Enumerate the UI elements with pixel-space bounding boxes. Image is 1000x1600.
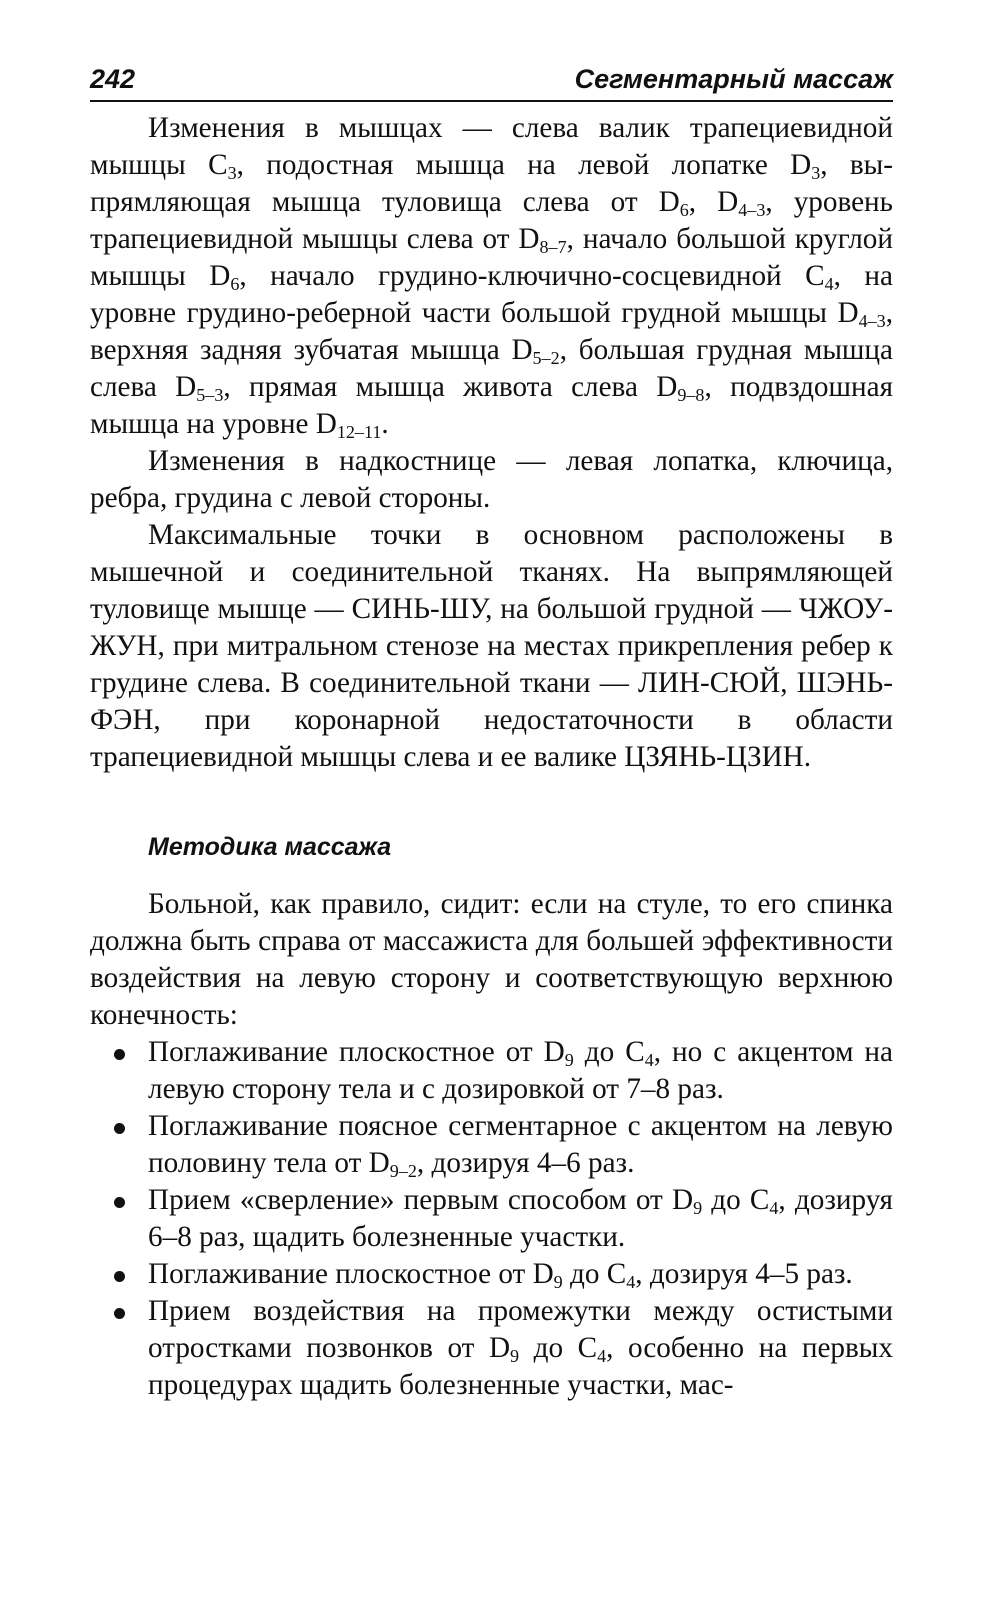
subscript: 4 (597, 1346, 607, 1367)
subscript: 9–2 (389, 1161, 417, 1182)
text-run: , выпрямляющая мышца туловища слева от D (90, 149, 893, 218)
text-run: Поглаживание плоскостное от D (148, 1036, 565, 1068)
bullet-icon (114, 1271, 125, 1282)
text-run: , дозируя 4–6 раз. (416, 1147, 635, 1179)
text-run: , на уровне грудино-реберной части большой грудной мышцы D (90, 260, 893, 329)
subscript: 4 (644, 1050, 654, 1071)
paragraph-max-points: Максимальные точки в основном расположены в мышечной и соединительной тканях. На выпрямляющей туловище мышце — СИНЬ-ШУ, на большой грудной — ЧЖОУ-ЖУН, при митральном стенозе на местах прикрепления ребер к грудине слева. В соединительной ткани — ЛИН-СЮЙ, ШЭНЬ-ФЭН, при коронарной недостаточности в области трапециевидной мышцы слева и ее валике ЦЗЯНЬ-ЦЗИН. (90, 519, 893, 773)
running-title: Сегментарный массаж (574, 64, 893, 94)
subscript: 4 (824, 274, 834, 295)
text-run: до С (573, 1036, 645, 1068)
text-run: , начало грудино-ключично-сосцевидной С (239, 260, 825, 292)
page-body (90, 110, 893, 1404)
text-run: Поглаживание плоскостное от D (148, 1258, 554, 1290)
text-run: , начало большой круглой мышцы D (90, 223, 893, 292)
bullet-icon (114, 1197, 125, 1208)
text-run: , уровень трапециевидной мышцы слева от D (90, 186, 893, 255)
text-run: , верхняя задняя зубчатая мышца D (90, 297, 893, 366)
paragraph-muscle-changes (90, 110, 893, 443)
paragraph-periosteum: Изменения в надкостнице — левая лопатка, ключица, ребра, грудина с левой стороны. (90, 445, 893, 514)
text-run: , D (688, 186, 739, 218)
text-run: , особенно на первых процедурах щадить болезненные участки, мас- (148, 1332, 893, 1401)
bullet-icon (114, 1123, 125, 1134)
subscript: 5–2 (532, 348, 560, 369)
subscript: 9 (693, 1198, 703, 1219)
subscript: 9–8 (677, 385, 705, 406)
bullet-icon (114, 1049, 125, 1060)
subscript: 9 (564, 1050, 574, 1071)
technique-list (90, 1034, 893, 1404)
list-item (90, 1182, 893, 1256)
subscript: 9 (553, 1272, 563, 1293)
text-run: , подостная мышца на левой лопатке D (236, 149, 812, 181)
list-item (90, 1108, 893, 1182)
text-run: Прием «сверление» первым способом от D (148, 1184, 694, 1216)
subscript: 4 (626, 1272, 636, 1293)
section-heading: Методика массажа (148, 833, 392, 861)
list-item (90, 1293, 893, 1404)
text-run: , дозируя 6–8 раз, щадить болезненные участки. (148, 1184, 893, 1253)
subscript: 4 (769, 1198, 779, 1219)
text-run: , но с акцентом на левую сторону тела и с дозировкой от 7–8 раз. (148, 1036, 893, 1105)
text-run: до С (562, 1258, 627, 1290)
text-run: , дозируя 4–5 раз. (635, 1258, 853, 1290)
list-item (90, 1034, 893, 1108)
subscript: 5–3 (196, 385, 224, 406)
list-item (90, 1256, 893, 1293)
subscript: 9 (510, 1346, 520, 1367)
text-run: , большая грудная мышца слева D (90, 334, 893, 403)
text-run: Изменения в мышцах — слева валик трапециевидной мышцы С (90, 112, 893, 181)
subscript: 12–11 (336, 422, 382, 443)
text-run: Прием воздействия на промежутки между остистыми отростками позвонков от D (148, 1295, 893, 1364)
subscript: 6 (230, 274, 240, 295)
text-run: до С (519, 1332, 598, 1364)
subscript: 6 (679, 200, 689, 221)
paragraph-patient-position: Больной, как правило, сидит: если на стуле, то его спинка должна быть справа от массажиста для большей эффективности воздействия на левую сторону и соответствующую верхнюю конечность: (90, 888, 893, 1031)
subscript: 4–3 (738, 200, 766, 221)
subscript: 4–3 (858, 311, 886, 332)
text-run: Поглаживание поясное сегментарное с акцентом на левую половину тела от D (148, 1110, 893, 1179)
text-run: , подвздошная мышца на уровне D (90, 371, 894, 440)
text-run: до С (702, 1184, 770, 1216)
bullet-icon (114, 1308, 125, 1319)
subscript: 3 (811, 163, 821, 184)
subscript: 8–7 (539, 237, 567, 258)
running-header (90, 64, 893, 102)
page-number: 242 (90, 64, 136, 94)
subscript: 3 (227, 163, 237, 184)
text-run: , прямая мышца живота слева D (223, 371, 678, 403)
text-run: . (381, 408, 389, 440)
